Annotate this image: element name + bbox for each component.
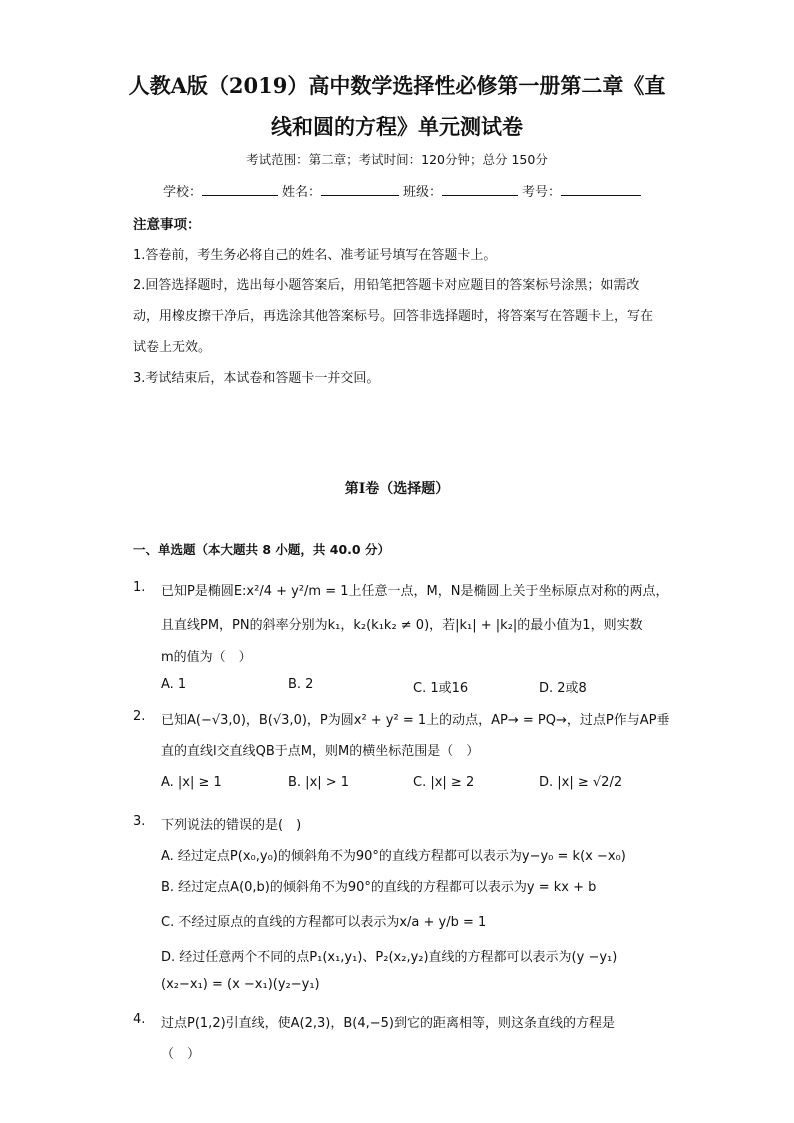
student-fields (163, 181, 645, 200)
name-label: 姓名： (282, 185, 322, 200)
part-title: 一、单选题（本大题共 8 小题，共 40.0 分） (133, 542, 390, 557)
option-d: D. 经过任意两个不同的点P₁(x₁,y₁)、P₂(x₂,y₂)直线的方程都可以表示为(y −y₁) (161, 950, 618, 965)
notice-item: 1.答卷前，考生务必将自己的姓名、准考证号填写在答题卡上。 (133, 248, 497, 263)
option-a: A. |x| ≥ 1 (161, 775, 222, 790)
class-label: 班级： (403, 185, 443, 200)
option-b: B. 2 (288, 677, 314, 692)
option-a: A. 1 (161, 677, 187, 692)
option-c: C. 1或16 (413, 681, 469, 696)
question-line: （ ） (161, 1047, 201, 1062)
class-blank[interactable] (442, 183, 518, 196)
notice-item: 3.考试结束后，本试卷和答题卡一并交回。 (133, 371, 380, 386)
exam-title-line1: 人教A版（2019）高中数学选择性必修第一册第二章《直 (128, 73, 666, 98)
question-line: m的值为（ ） (161, 650, 252, 665)
question-number: 4. (133, 1012, 146, 1027)
question-line: 已知P是椭圆E:x²/4 + y²/m = 1上任意一点，M，N是椭圆上关于坐标原点对称的两点， (161, 584, 669, 599)
number-blank[interactable] (561, 183, 641, 196)
option-b: B. |x| > 1 (288, 775, 350, 790)
question-line: 下列说法的错误的是( ) (161, 818, 302, 833)
question-number: 1. (133, 580, 146, 595)
question-number: 3. (133, 814, 146, 829)
exam-info: 考试范围：第二章；考试时间：120分钟；总分 150分 (246, 152, 548, 167)
option-d: D. 2或8 (539, 681, 587, 696)
option-c: C. |x| ≥ 2 (413, 775, 475, 790)
name-blank[interactable] (321, 183, 399, 196)
section-title: 第I卷（选择题） (344, 481, 450, 497)
question-line: 过点P(1,2)引直线，使A(2,3)，B(4,−5)到它的距离相等，则这条直线的方程是 (161, 1016, 615, 1031)
notice-item: 2.回答选择题时，选出每小题答案后，用铅笔把答题卡对应题目的答案标号涂黑；如需改动，用橡皮擦干净后，再选涂其他答案标号。回答非选择题时，将答案写在答题卡上，写在试卷上无效。 (133, 278, 654, 355)
option-a: A. 经过定点P(x₀,y₀)的倾斜角不为90°的直线方程都可以表示为y−y₀ = k(x −x₀) (161, 849, 626, 864)
notice-heading: 注意事项： (133, 217, 201, 233)
school-label: 学校： (163, 185, 203, 200)
option-d-continued: (x₂−x₁) = (x −x₁)(y₂−y₁) (161, 977, 320, 992)
option-d: D. |x| ≥ √2/2 (539, 775, 623, 790)
question-line: 且直线PM，PN的斜率分别为k₁，k₂(k₁k₂ ≠ 0)，若|k₁| + |k₂|的最小值为1，则实数 (161, 618, 643, 633)
question-number: 2. (133, 709, 146, 724)
number-label: 考号： (522, 185, 562, 200)
question-line: 直的直线l交直线QB于点M，则M的横坐标范围是（ ） (161, 744, 480, 759)
option-c: C. 不经过原点的直线的方程都可以表示为x/a + y/b = 1 (161, 915, 487, 930)
school-blank[interactable] (202, 183, 278, 196)
question-line: 已知A(−√3,0)，B(√3,0)，P为圆x² + y² = 1上的动点，AP→ = PQ→，过点P作与AP垂 (161, 713, 670, 728)
exam-title-line2: 线和圆的方程》单元测试卷 (271, 114, 523, 139)
option-b: B. 经过定点A(0,b)的倾斜角不为90°的直线的方程都可以表示为y = kx + b (161, 880, 597, 895)
